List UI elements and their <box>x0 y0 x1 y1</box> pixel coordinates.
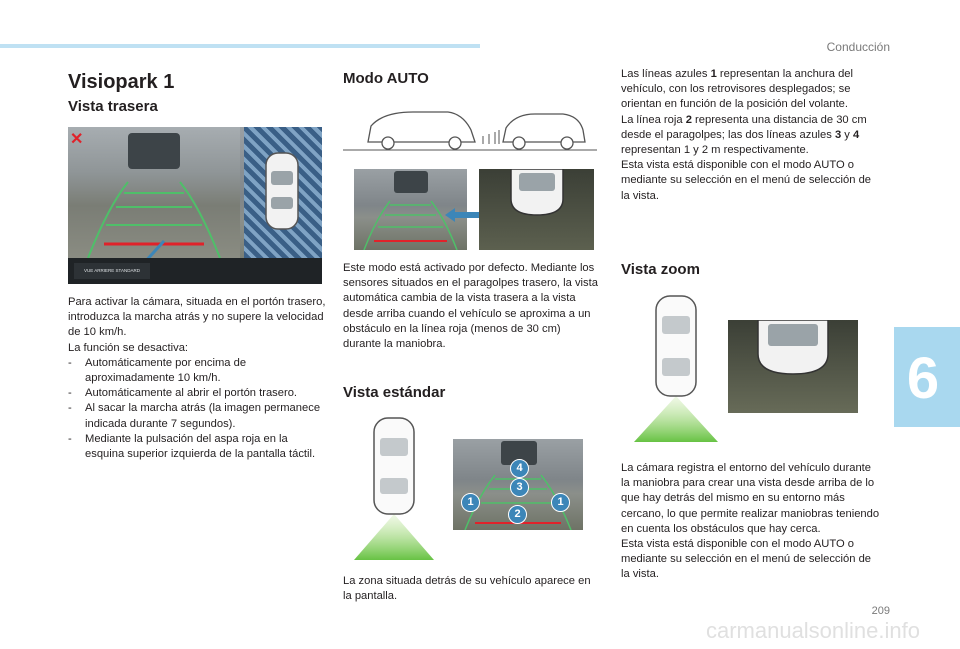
section-label: Conducción <box>826 40 890 54</box>
view-select-button[interactable]: VUE ARRIERE STANDARD <box>74 263 150 279</box>
auto-mode-text: Este modo está activado por defecto. Mediante los sensores situados en el paragolpes trasero, la vista automática cambia de la vista trasera a la vista desde arriba cuando el vehículo se aproxima a un obstáculo en la línea roja (menos de 30 cm) durante la maniobra. <box>343 262 598 351</box>
list-item: - Al sacar la marcha atrás (la imagen permanece indicada durante 7 segundos). <box>68 401 326 431</box>
section-title-rear-view: Vista trasera <box>68 98 158 115</box>
rear-camera-screen <box>68 127 322 284</box>
marker-badge: 1 <box>461 493 480 512</box>
section-title-standard-view: Vista estándar <box>343 384 446 401</box>
rear-view-text <box>68 295 326 462</box>
zoom-availability: Esta vista está disponible con el modo AUTO o mediante su selección en el menú de selección de la vista. <box>621 538 872 581</box>
chapter-number: 6 <box>906 346 940 411</box>
section-title-auto-mode: Modo AUTO <box>343 70 429 87</box>
text-span: representa una distancia de 30 cm desde el paragolpes; las dos líneas azules <box>621 113 867 141</box>
watermark: carmanualsonline.info <box>705 618 920 643</box>
red-line-text <box>621 113 881 159</box>
text-span: y <box>841 128 853 141</box>
list-item: - Automáticamente al abrir el portón trasero. <box>68 386 326 401</box>
car-rear-top-icon <box>507 169 567 217</box>
guide-lines <box>68 127 240 258</box>
guide-lines-text <box>621 67 881 204</box>
page-title: Visiopark 1 <box>68 71 175 93</box>
marker-number: 1 <box>710 68 717 80</box>
car-approaching-illustration <box>343 100 597 152</box>
deactivation-list <box>68 356 326 462</box>
text-span: representan la anchura del vehículo, con los retrovisores desplegados; se orientan en función de la posición del volante. <box>621 68 854 111</box>
standard-view-camera-image <box>453 439 583 530</box>
marker-number: 4 <box>853 128 860 141</box>
marker-number: 2 <box>685 113 692 126</box>
marker-badge: 3 <box>510 478 529 497</box>
marker-badge: 1 <box>551 493 570 512</box>
list-item: - Mediante la pulsación del aspa roja en la esquina superior izquierda de la pantalla táctil. <box>68 432 326 462</box>
rear-camera-image <box>68 127 240 258</box>
text-span: Las líneas azules <box>621 68 711 80</box>
list-item: - Automáticamente por encima de aproximadamente 10 km/h. <box>68 356 326 386</box>
zoom-view-car-illustration <box>624 292 728 442</box>
activation-text: Para activar la cámara, situada en el portón trasero, introduzca la marcha atrás y no supere la velocidad de 10 km/h. <box>68 296 326 339</box>
top-view-image <box>244 127 322 258</box>
zoom-view-text <box>621 461 881 583</box>
section-title-zoom-view: Vista zoom <box>621 261 700 278</box>
page-number: 209 <box>871 605 890 617</box>
auto-top-view-image <box>479 169 594 250</box>
marker-number: 3 <box>834 128 842 141</box>
availability-text: Esta vista está disponible con el modo AUTO o mediante su selección en el menú de selección de la vista. <box>621 159 872 202</box>
zoom-description: La cámara registra el entorno del vehículo durante la maniobra para crear una vista desde arriba de lo que hay detrás del mismo en su entorno más cercano, lo que permite realizar maniobras teniendo en cuenta los obstáculos que hay cerca. <box>621 462 880 535</box>
zoom-view-camera-image <box>728 320 858 413</box>
car-top-icon <box>262 151 302 231</box>
text-span: La línea roja <box>621 113 686 126</box>
close-cross-icon[interactable]: ✕ <box>70 131 84 148</box>
marker-badge: 4 <box>510 459 529 478</box>
blue-lines-text <box>621 67 881 113</box>
standard-view-car-illustration <box>346 414 442 560</box>
camera-toolbar <box>68 258 322 284</box>
deactivation-heading: La función se desactiva: <box>68 341 189 354</box>
standard-view-text: La zona situada detrás de su vehículo aparece en la pantalla. <box>343 575 591 603</box>
text-span: representan 1 y 2 m respectivamente. <box>621 144 809 157</box>
marker-badge: 2 <box>508 505 527 524</box>
header-accent-bar <box>0 44 480 48</box>
car-rear-top-icon <box>752 320 834 376</box>
